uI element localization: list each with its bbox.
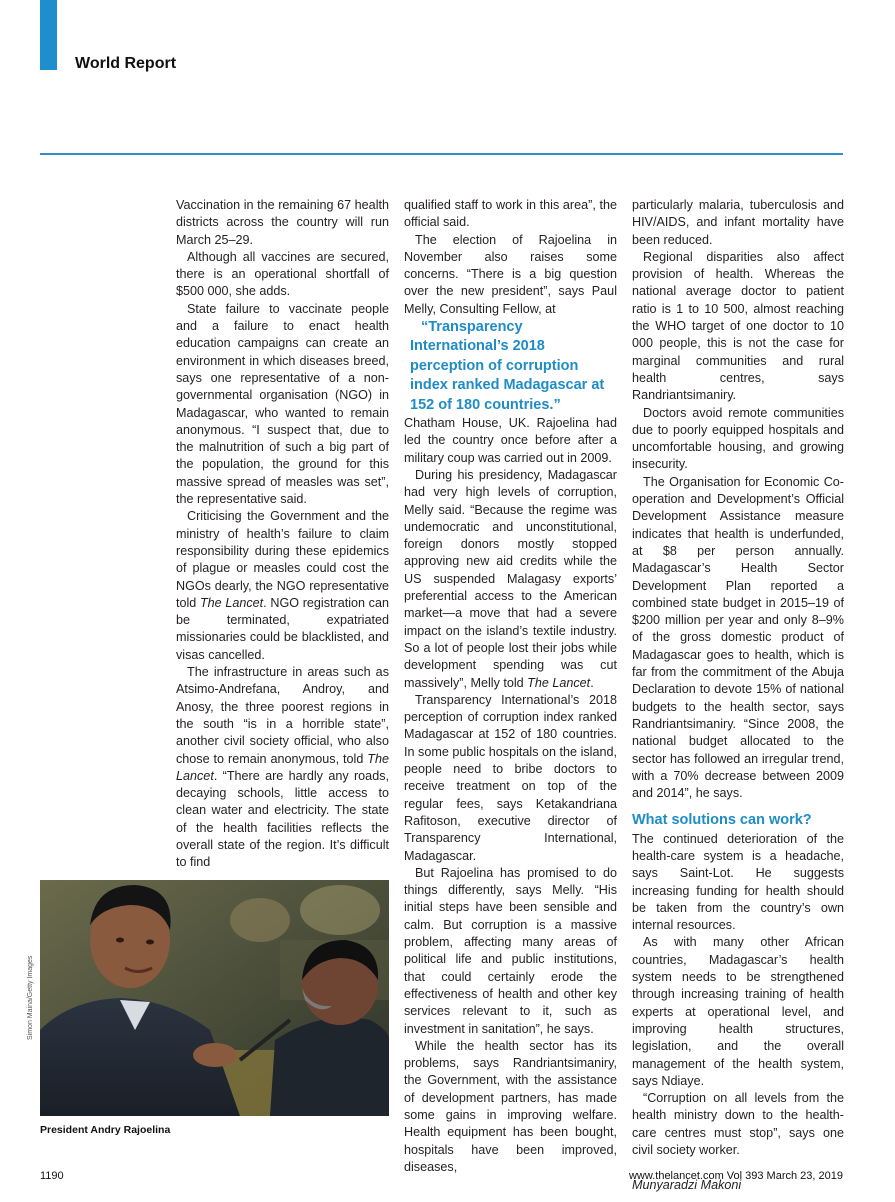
paragraph: Criticising the Government and the ministry of health’s failure to claim responsibility during these epidemics of plague or measles could cost the NGOs dearly, the NGO representative told The Lancet. NGO registration can be terminated, expatriated missionaries could be blacklisted, and visas cancelled. — [176, 509, 389, 662]
paragraph: Although all vaccines are secured, there is an operational shortfall of $500 000, she adds. — [176, 249, 389, 299]
paragraph: Doctors avoid remote communities due to poorly equipped hospitals and uncomfortable housing, and growing insecurity. — [632, 405, 844, 472]
journal-footer: www.thelancet.com Vol 393 March 23, 2019 — [628, 1170, 843, 1182]
paragraph: qualified staff to work in this area”, the official said. — [404, 198, 617, 230]
photo-illustration — [40, 880, 389, 1116]
paragraph: Transparency International’s 2018 perception of corruption index ranked Madagascar at 152 of 180 countries. In some public hospitals on the island, people need to bribe doctors to receive treatment on top of the regular fees, says Ketakandriana Rafitoson, executive director of Transparency International, Madagascar. — [404, 692, 617, 863]
paragraph: particularly malaria, tuberculosis and HIV/AIDS, and infant mortality have been reduced. — [632, 198, 844, 247]
pull-quote: “Transparency International’s 2018 perception of corruption index ranked Madagascar at 152 of 180 countries.” — [410, 319, 605, 413]
author-byline: Munyaradzi Makoni — [632, 1178, 742, 1193]
subheading: What solutions can work? — [632, 812, 812, 829]
paragraph: The infrastructure in areas such as Atsimo-Andrefana, Androy, and Anosy, the three poorest regions in the south “is in a horrible state”, another civil society official, who also chose to remain anonymous, told The Lancet. “There are hardly any roads, decaying schools, little access to clean water and electricity. The state of the health facilities reflects the overall state of the region. It’s difficult to find — [176, 665, 389, 870]
page-number: 1190 — [40, 1170, 64, 1182]
paragraph: “Corruption on all levels from the health ministry down to the health-care centres must stop”, says one civil society worker. — [632, 1091, 844, 1158]
paragraph: The continued deterioration of the health-care system is a headache, says Saint-Lot. He suggests increasing funding for health should be taken from the country’s own internal resources. — [632, 831, 844, 933]
paragraph: Vaccination in the remaining 67 health districts across the country will run March 25–29. — [176, 198, 389, 247]
header-rule — [40, 153, 843, 155]
article-column-2 — [404, 197, 617, 1176]
photo-caption: President Andry Rajoelina — [40, 1124, 171, 1136]
section-title: World Report — [75, 55, 177, 72]
paragraph: While the health sector has its problems, says Randriantsimaniry, the Government, with the assistance of development partners, has made some gains in improving welfare. Health equipment has been bought, hospitals have been improved, diseases, — [404, 1038, 617, 1174]
photo-credit: Simon Maina/Getty Images — [27, 955, 34, 1040]
article-photo — [40, 880, 389, 1116]
article-column-1 — [176, 197, 389, 872]
paragraph: As with many other African countries, Madagascar’s health system needs to be strengthened through increasing training of health experts at operational level, and improving health structures, legislation, and the overall management of the health system, says Ndiaye. — [632, 935, 844, 1088]
paragraph: Regional disparities also affect provision of health. Whereas the national average doctor to patient ratio is 1 to 10 500, almost reaching the WHO target of one doctor to 10 000 people, this is not the case for marginal communities and rural health centres, says Randriantsimaniry. — [632, 249, 844, 403]
paragraph: But Rajoelina has promised to do things differently, says Melly. “His initial steps have been sensible and calm. But corruption is a massive problem, affecting many areas of political life and public institutions, that could certainly erode the effectiveness of health and other key services relevant to it, such as investment in sanitation”, he says. — [404, 865, 617, 1036]
section-tab-marker — [40, 0, 57, 70]
article-column-3 — [632, 197, 844, 1195]
paragraph: Chatham House, UK. Rajoelina had led the country once before after a military coup was carried out in 2009. — [404, 416, 617, 465]
paragraph: During his presidency, Madagascar had very high levels of corruption, Melly said. “Because the regime was undemocratic and unconstitutional, foreign donors mostly stopped approving new aid credits while the US suspended Malagasy exports’ preferential access to the American market—a move that had a severe impact on the island’s textile industry. So a lot of people lost their jobs while development spending was cut massively”, Melly told The Lancet. — [404, 468, 617, 690]
paragraph: State failure to vaccinate people and a failure to enact health education campaigns can create an environment in which diseases breed, says one representative of a non-governmental organisation (NGO) in Madagascar, who wanted to remain anonymous. “I suspect that, due to the malnutrition of such a big part of the population, the ground for this massive spread of measles was set”, the representative said. — [176, 301, 389, 507]
paragraph: The election of Rajoelina in November also raises some concerns. “There is a big question over the new president”, says Paul Melly, Consulting Fellow, at — [404, 232, 617, 316]
paragraph: The Organisation for Economic Co-operation and Development’s Official Development Assistance measure indicates that health is underfunded, at $8 per person annually. Madagascar’s Health Sector Development Plan reported a combined state budget in 2015–19 of $200 million per year and only 8–9% of the gross domestic product of Madagascar goes to health, which is far from the commitment of the Abuja Declaration to devote 15% of national budgets to the health sector, says Randriantsimaniry. “Since 2008, the national budget allocated to the sector has followed an irregular trend, with a 70% decrease between 2009 and 2014”, he says. — [632, 474, 844, 801]
